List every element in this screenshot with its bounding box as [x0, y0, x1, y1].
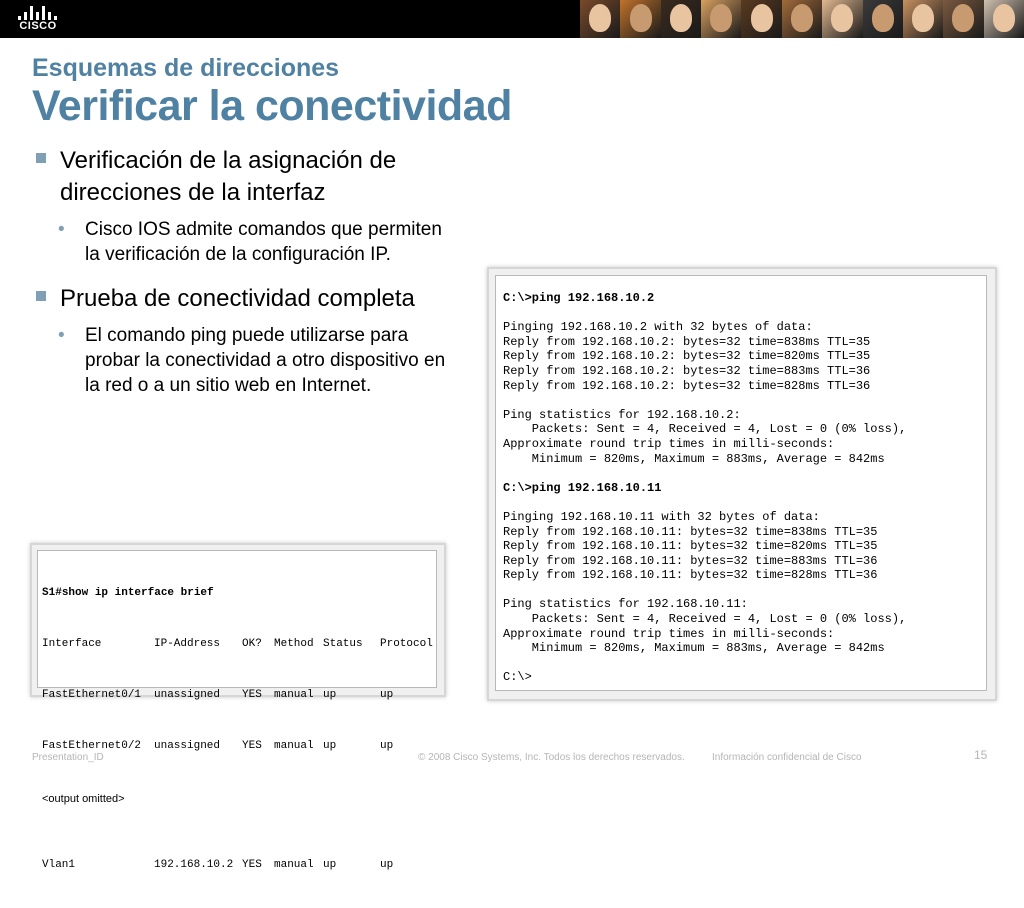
cell: unassigned: [154, 740, 221, 752]
terminal-line: Reply from 192.168.10.2: bytes=32 time=883ms TTL=36: [503, 363, 871, 378]
face-icon: [872, 4, 894, 32]
terminal-line: Approximate round trip times in milli-seconds:: [503, 626, 835, 641]
slide-subtitle: Esquemas de direcciones: [32, 54, 340, 82]
cell: manual: [274, 740, 314, 752]
terminal-line: Reply from 192.168.10.2: bytes=32 time=838ms TTL=35: [503, 334, 871, 349]
terminal-line: Approximate round trip times in milli-seconds:: [503, 436, 835, 451]
command: show ip interface brief: [61, 587, 214, 599]
terminal-line: Reply from 192.168.10.2: bytes=32 time=828ms TTL=36: [503, 378, 871, 393]
cell: unassigned: [154, 689, 221, 701]
square-bullet-icon: [36, 291, 46, 301]
terminal-line: C:\>ping 192.168.10.2: [503, 291, 655, 305]
table-row: [42, 687, 436, 704]
cisco-logo-text: CISCO: [19, 20, 57, 32]
header-photo: [701, 0, 741, 38]
output-omitted: <output omitted>: [42, 793, 125, 805]
cell: manual: [274, 689, 314, 701]
terminal-command-line: [42, 585, 436, 602]
cell: Vlan1: [42, 859, 76, 871]
terminal-line: Pinging 192.168.10.2 with 32 bytes of data:: [503, 320, 813, 335]
terminal-line: Reply from 192.168.10.2: bytes=32 time=820ms TTL=35: [503, 349, 871, 364]
bullet-level2: [36, 323, 456, 398]
terminal-line: Packets: Sent = 4, Received = 4, Lost = 0 (0% loss),: [503, 422, 907, 437]
bullet-subtext: El comando ping puede utilizarse para probar la conectividad a otro dispositivo en la red o a un sitio web en Internet.: [85, 325, 446, 396]
terminal-line: Minimum = 820ms, Maximum = 883ms, Average = 842ms: [503, 641, 885, 656]
page-number: 15: [974, 748, 988, 762]
terminal-line: C:\>ping 192.168.10.11: [503, 480, 662, 495]
header-photo: [903, 0, 943, 38]
cell: FastEthernet0/1: [42, 689, 142, 701]
confidential-notice: Información confidencial de Cisco: [712, 752, 862, 763]
face-icon: [831, 4, 853, 32]
table-header-row: [42, 636, 436, 653]
cell: up: [323, 689, 337, 701]
face-icon: [912, 4, 934, 32]
table-row: [42, 857, 436, 874]
copyright: © 2008 Cisco Systems, Inc. Todos los derechos reservados.: [418, 752, 685, 763]
header-photo: [984, 0, 1024, 38]
bullet-level1: [36, 283, 456, 315]
face-icon: [670, 4, 692, 32]
terminal-line: Reply from 192.168.10.11: bytes=32 time=828ms TTL=36: [503, 568, 878, 583]
terminal-line: Minimum = 820ms, Maximum = 883ms, Average = 842ms: [503, 451, 885, 466]
cell: manual: [274, 859, 314, 871]
cell: up: [323, 740, 337, 752]
cell: YES: [242, 859, 262, 871]
col-header: Interface: [42, 638, 102, 650]
header-photo: [782, 0, 822, 38]
bullet-subtext: Cisco IOS admite comandos que permiten la verificación de la configuración IP.: [85, 219, 442, 265]
bullet-level1: [36, 145, 456, 209]
terminal-line: [503, 583, 986, 598]
face-icon: [791, 4, 813, 32]
header-photo: [943, 0, 983, 38]
terminal-line: [503, 306, 986, 321]
bullet-text: Verificación de la asignación de direcciones de la interfaz: [60, 147, 397, 206]
bullet-list: [36, 145, 456, 398]
terminal-line: Ping statistics for 192.168.10.11:: [503, 597, 748, 612]
header-photo: [863, 0, 903, 38]
face-icon: [751, 4, 773, 32]
terminal-line: [503, 656, 986, 671]
col-header: Protocol: [380, 638, 433, 650]
prompt: S1#: [42, 587, 62, 599]
face-icon: [630, 4, 652, 32]
cell: YES: [242, 740, 262, 752]
col-header: OK?: [242, 638, 262, 650]
face-icon: [589, 4, 611, 32]
header-photo: [741, 0, 781, 38]
terminal-line: Pinging 192.168.10.11 with 32 bytes of data:: [503, 509, 820, 524]
face-icon: [993, 4, 1015, 32]
terminal-line: [503, 393, 986, 408]
terminal-line: Ping statistics for 192.168.10.2:: [503, 407, 741, 422]
terminal-line: Reply from 192.168.10.11: bytes=32 time=883ms TTL=36: [503, 553, 878, 568]
terminal-line: C:\>: [503, 670, 532, 685]
terminal-line: [503, 495, 986, 510]
ping-terminal: [487, 267, 997, 701]
cell: up: [380, 859, 394, 871]
header-photo: [661, 0, 701, 38]
cell: FastEthernet0/2: [42, 740, 142, 752]
cell: 192.168.10.2: [154, 859, 234, 871]
header-photo: [580, 0, 620, 38]
top-banner: [0, 0, 1024, 38]
terminal-output: [495, 275, 987, 691]
header-photo: [620, 0, 660, 38]
header-photo-strip: [580, 0, 1024, 38]
cisco-logo-bars-icon: [16, 6, 60, 20]
presentation-id: Presentation_ID: [32, 752, 104, 763]
square-bullet-icon: [36, 153, 46, 163]
face-icon: [952, 4, 974, 32]
bullet-level2: [36, 217, 456, 267]
cisco-logo: [14, 6, 62, 34]
terminal-line: Reply from 192.168.10.11: bytes=32 time=820ms TTL=35: [503, 539, 878, 554]
cell: up: [380, 689, 394, 701]
col-header: IP-Address: [154, 638, 221, 650]
col-header: Method: [274, 638, 314, 650]
slide-title: Verificar la conectividad: [32, 82, 512, 130]
cell: up: [380, 740, 394, 752]
terminal-line: Reply from 192.168.10.11: bytes=32 time=838ms TTL=35: [503, 524, 878, 539]
bullet-text: Prueba de conectividad completa: [60, 285, 415, 312]
terminal-line: [503, 466, 986, 481]
col-header: Status: [323, 638, 363, 650]
cell: YES: [242, 689, 262, 701]
terminal-line: Packets: Sent = 4, Received = 4, Lost = 0 (0% loss),: [503, 612, 907, 627]
dot-bullet-icon: •: [58, 219, 65, 240]
cell: up: [323, 859, 337, 871]
dot-bullet-icon: •: [58, 325, 65, 346]
face-icon: [710, 4, 732, 32]
header-photo: [822, 0, 862, 38]
